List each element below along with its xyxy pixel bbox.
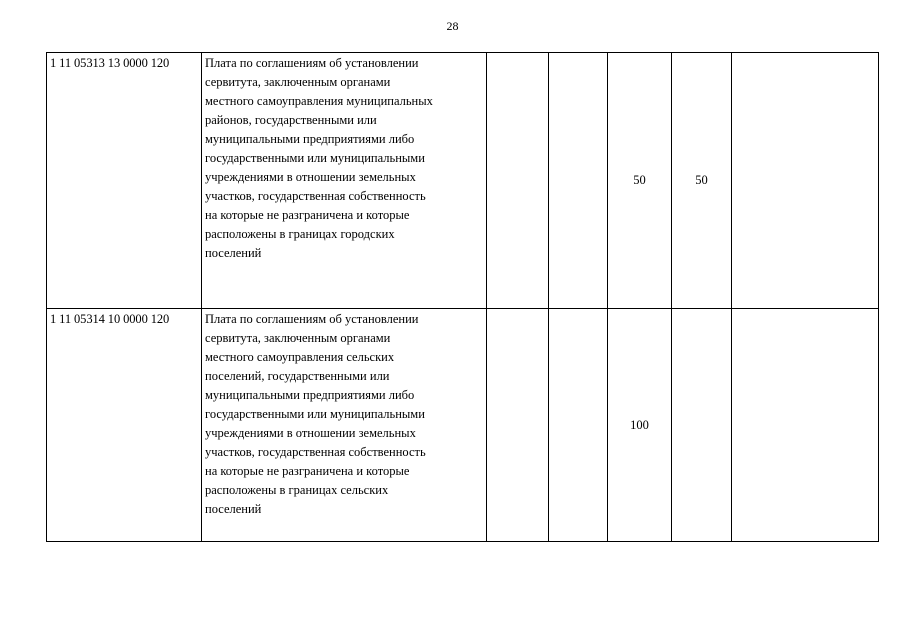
- value-cell-col5: 100: [608, 309, 672, 542]
- name-line: государственными или муниципальными: [205, 407, 425, 421]
- name-line: Плата по соглашениям об установлении: [205, 312, 419, 326]
- name-line: учреждениями в отношении земельных: [205, 426, 416, 440]
- name-line: учреждениями в отношении земельных: [205, 170, 416, 184]
- table-row: [47, 309, 879, 542]
- value-cell-col7: [732, 309, 879, 542]
- value-cell-col3: [487, 309, 549, 542]
- name-line: расположены в границах городских: [205, 227, 395, 241]
- value-cell-col6: 50: [672, 53, 732, 309]
- value-cell-col5: 50: [608, 53, 672, 309]
- name-line: на которые не разграничена и которые: [205, 208, 410, 222]
- name-line: на которые не разграничена и которые: [205, 464, 410, 478]
- revenue-name-cell: [202, 53, 487, 309]
- name-line: участков, государственная собственность: [205, 445, 426, 459]
- name-line: сервитута, заключенным органами: [205, 75, 391, 89]
- name-line: Плата по соглашениям об установлении: [205, 56, 419, 70]
- name-line: муниципальными предприятиями либо: [205, 132, 415, 146]
- name-line: местного самоуправления сельских: [205, 350, 395, 364]
- name-line: поселений, государственными или: [205, 369, 390, 383]
- name-line: участков, государственная собственность: [205, 189, 426, 203]
- value-cell-col7: [732, 53, 879, 309]
- value-cell-col4: [549, 309, 608, 542]
- name-line: сервитута, заключенным органами: [205, 331, 391, 345]
- name-line: поселений: [205, 246, 262, 260]
- name-line: местного самоуправления муниципальных: [205, 94, 433, 108]
- revenue-code-cell: 1 11 05314 10 0000 120: [47, 309, 202, 542]
- value-cell-col4: [549, 53, 608, 309]
- name-line: государственными или муниципальными: [205, 151, 425, 165]
- value-cell-col3: [487, 53, 549, 309]
- revenue-code-cell: 1 11 05313 13 0000 120: [47, 53, 202, 309]
- revenue-table: [46, 52, 879, 542]
- name-line: муниципальными предприятиями либо: [205, 388, 415, 402]
- name-line: поселений: [205, 502, 262, 516]
- value-cell-col6: [672, 309, 732, 542]
- name-line: районов, государственными или: [205, 113, 377, 127]
- table-row: [47, 53, 879, 309]
- page-number: 28: [446, 19, 459, 33]
- name-line: расположены в границах сельских: [205, 483, 389, 497]
- revenue-name-cell: [202, 309, 487, 542]
